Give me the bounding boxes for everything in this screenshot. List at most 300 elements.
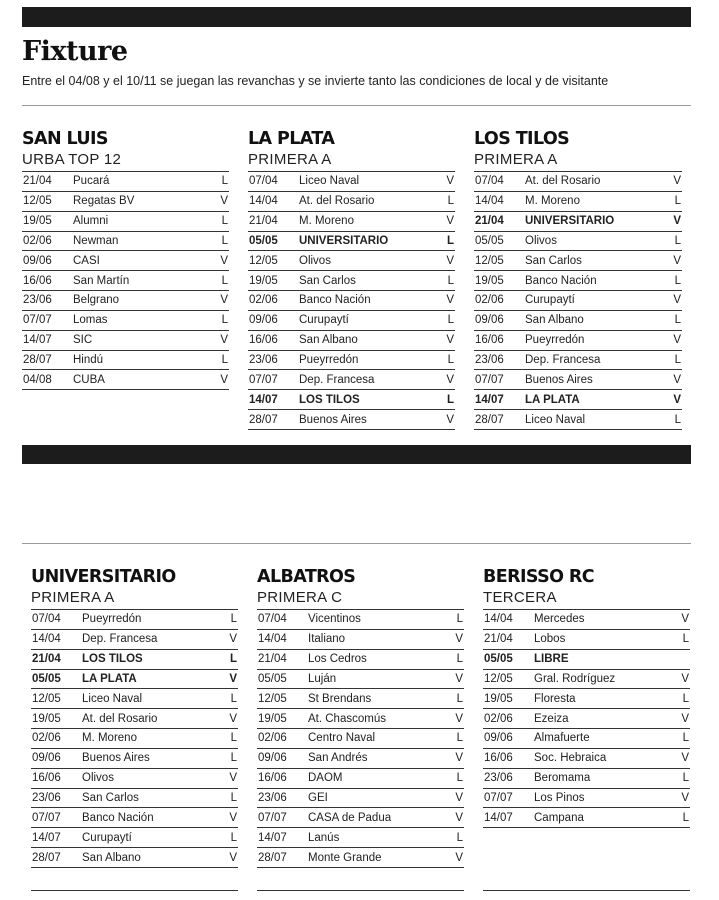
- match-opponent: Alumni: [73, 215, 109, 228]
- match-opponent: Italiano: [308, 633, 346, 646]
- match-condition: V: [446, 294, 454, 307]
- match-date: 02/06: [23, 234, 52, 247]
- match-date: 28/07: [475, 413, 504, 426]
- match-opponent: San Albano: [82, 851, 141, 864]
- match-date: 09/06: [258, 752, 287, 765]
- team-name: SAN LUIS: [22, 129, 108, 149]
- match-row: [257, 729, 464, 749]
- match-date: 23/06: [258, 792, 287, 805]
- match-condition: V: [681, 672, 689, 685]
- league-name: TERCERA: [483, 589, 557, 606]
- match-date: 21/04: [249, 215, 278, 228]
- match-condition: V: [681, 752, 689, 765]
- match-row: [22, 291, 229, 311]
- match-row: [22, 251, 229, 271]
- match-opponent: San Carlos: [525, 254, 582, 267]
- match-date: 12/05: [23, 195, 52, 208]
- column-end-rule: [483, 890, 690, 891]
- team-name: ALBATROS: [257, 567, 356, 587]
- match-opponent: Lanús: [308, 831, 340, 844]
- match-condition: L: [682, 732, 689, 745]
- match-condition: L: [221, 274, 228, 287]
- match-row: [248, 271, 455, 291]
- match-row: [31, 689, 238, 709]
- match-row: [31, 848, 238, 868]
- match-date: 23/06: [484, 772, 513, 785]
- match-date: 14/07: [32, 831, 61, 844]
- match-row: [22, 351, 229, 371]
- match-date: 14/07: [484, 811, 513, 824]
- match-condition: V: [446, 373, 454, 386]
- match-row: [22, 311, 229, 331]
- match-date: 23/06: [32, 792, 61, 805]
- match-condition: V: [673, 373, 681, 386]
- team-name: UNIVERSITARIO: [31, 567, 176, 587]
- match-row: [474, 192, 682, 212]
- match-row: [248, 192, 455, 212]
- match-opponent: Dep. Francesa: [525, 354, 601, 367]
- match-row: [22, 172, 229, 192]
- match-date: 05/05: [475, 234, 504, 247]
- match-row: [257, 689, 464, 709]
- match-condition: L: [447, 274, 454, 287]
- match-condition: V: [229, 672, 237, 685]
- match-list: [22, 171, 229, 390]
- match-opponent: LA PLATA: [82, 672, 137, 685]
- section-divider: [22, 543, 691, 544]
- match-condition: V: [220, 195, 228, 208]
- match-date: 12/05: [32, 692, 61, 705]
- match-date: 14/04: [249, 195, 278, 208]
- match-row: [31, 630, 238, 650]
- match-condition: V: [229, 633, 237, 646]
- match-condition: V: [220, 294, 228, 307]
- match-opponent: Almafuerte: [534, 732, 590, 745]
- match-condition: V: [446, 215, 454, 228]
- match-opponent: Curupaytí: [525, 294, 575, 307]
- match-condition: L: [456, 772, 463, 785]
- match-condition: V: [673, 175, 681, 188]
- match-opponent: Pucará: [73, 175, 110, 188]
- match-row: [248, 212, 455, 232]
- match-date: 19/05: [484, 692, 513, 705]
- match-condition: L: [447, 354, 454, 367]
- match-condition: L: [456, 653, 463, 666]
- match-opponent: San Carlos: [299, 274, 356, 287]
- match-date: 02/06: [32, 732, 61, 745]
- match-row: [22, 192, 229, 212]
- match-opponent: Los Pinos: [534, 792, 585, 805]
- match-row: [483, 650, 690, 670]
- match-date: 16/06: [258, 772, 287, 785]
- fixture-column-san-luis: [22, 128, 229, 390]
- match-row: [257, 610, 464, 630]
- match-condition: L: [221, 215, 228, 228]
- match-opponent: At. del Rosario: [82, 712, 158, 725]
- match-condition: V: [446, 413, 454, 426]
- match-opponent: LOS TILOS: [82, 653, 143, 666]
- match-opponent: Soc. Hebraica: [534, 752, 607, 765]
- match-date: 07/07: [249, 373, 278, 386]
- match-opponent: Olivos: [525, 234, 557, 247]
- match-date: 04/08: [23, 373, 52, 386]
- match-condition: V: [673, 215, 681, 228]
- match-row: [474, 351, 682, 371]
- match-date: 05/05: [258, 672, 287, 685]
- match-condition: V: [455, 811, 463, 824]
- match-date: 21/04: [475, 215, 504, 228]
- match-condition: L: [674, 274, 681, 287]
- match-opponent: Dep. Francesa: [299, 373, 375, 386]
- match-row: [257, 650, 464, 670]
- match-opponent: Banco Nación: [525, 274, 597, 287]
- match-opponent: Buenos Aires: [525, 373, 593, 386]
- match-opponent: Lomas: [73, 314, 108, 327]
- match-condition: L: [447, 314, 454, 327]
- match-date: 09/06: [249, 314, 278, 327]
- match-opponent: CASI: [73, 254, 100, 267]
- match-opponent: San Martín: [73, 274, 130, 287]
- match-date: 21/04: [23, 175, 52, 188]
- match-row: [483, 610, 690, 630]
- match-row: [474, 251, 682, 271]
- match-date: 07/04: [258, 613, 287, 626]
- match-opponent: Dep. Francesa: [82, 633, 158, 646]
- match-date: 28/07: [258, 851, 287, 864]
- match-row: [474, 232, 682, 252]
- fixture-column-los-tilos: [474, 128, 682, 430]
- match-condition: L: [674, 354, 681, 367]
- match-date: 14/04: [475, 195, 504, 208]
- match-row: [474, 410, 682, 430]
- match-opponent: Campana: [534, 811, 584, 824]
- match-opponent: Beromama: [534, 772, 591, 785]
- match-row: [248, 311, 455, 331]
- match-date: 23/06: [475, 354, 504, 367]
- match-date: 07/07: [484, 792, 513, 805]
- page-subtitle: Entre el 04/08 y el 10/11 se juegan las revanchas y se invierte tanto las condiciones de local y de visitante: [22, 74, 609, 88]
- match-row: [31, 610, 238, 630]
- match-date: 14/04: [484, 613, 513, 626]
- match-condition: V: [455, 712, 463, 725]
- match-date: 28/07: [23, 354, 52, 367]
- team-name: BERISSO RC: [483, 567, 594, 587]
- match-opponent: San Albano: [299, 334, 358, 347]
- match-row: [483, 670, 690, 690]
- match-condition: V: [455, 752, 463, 765]
- top-banner-bar: [22, 7, 691, 27]
- match-row: [22, 271, 229, 291]
- match-row: [248, 351, 455, 371]
- match-opponent: GEI: [308, 792, 328, 805]
- match-row: [483, 789, 690, 809]
- match-opponent: Luján: [308, 672, 337, 685]
- match-opponent: Pueyrredón: [82, 613, 142, 626]
- match-date: 28/07: [32, 851, 61, 864]
- match-row: [22, 212, 229, 232]
- match-opponent: Liceo Naval: [299, 175, 360, 188]
- match-date: 09/06: [484, 732, 513, 745]
- match-opponent: UNIVERSITARIO: [299, 234, 389, 247]
- match-condition: L: [456, 831, 463, 844]
- match-date: 02/06: [475, 294, 504, 307]
- match-condition: L: [682, 811, 689, 824]
- match-row: [31, 828, 238, 848]
- team-name: LA PLATA: [248, 129, 335, 149]
- match-opponent: Curupaytí: [82, 831, 132, 844]
- match-date: 16/06: [475, 334, 504, 347]
- match-row: [31, 650, 238, 670]
- match-condition: V: [229, 811, 237, 824]
- match-date: 19/05: [475, 274, 504, 287]
- match-date: 19/05: [23, 215, 52, 228]
- match-opponent: M. Moreno: [525, 195, 580, 208]
- match-row: [257, 709, 464, 729]
- match-opponent: Mercedes: [534, 613, 585, 626]
- match-row: [248, 390, 455, 410]
- match-row: [31, 670, 238, 690]
- match-opponent: San Carlos: [82, 792, 139, 805]
- match-opponent: San Andrés: [308, 752, 368, 765]
- match-row: [257, 670, 464, 690]
- match-condition: L: [221, 175, 228, 188]
- league-name: PRIMERA A: [31, 589, 115, 606]
- match-opponent: Regatas BV: [73, 195, 135, 208]
- match-date: 16/06: [249, 334, 278, 347]
- match-row: [31, 808, 238, 828]
- fixture-column-berisso-rc: [483, 566, 690, 891]
- match-condition: L: [230, 613, 237, 626]
- match-opponent: St Brendans: [308, 692, 372, 705]
- match-date: 14/07: [249, 393, 278, 406]
- match-condition: L: [674, 234, 681, 247]
- match-condition: V: [455, 633, 463, 646]
- match-condition: V: [455, 851, 463, 864]
- match-row: [257, 828, 464, 848]
- match-row: [483, 808, 690, 828]
- match-opponent: DAOM: [308, 772, 343, 785]
- match-condition: L: [221, 314, 228, 327]
- match-row: [474, 271, 682, 291]
- match-condition: L: [221, 354, 228, 367]
- match-date: 09/06: [475, 314, 504, 327]
- match-date: 19/05: [249, 274, 278, 287]
- match-row: [31, 709, 238, 729]
- match-condition: V: [673, 334, 681, 347]
- match-opponent: CASA de Padua: [308, 811, 392, 824]
- match-row: [257, 848, 464, 868]
- match-date: 12/05: [484, 672, 513, 685]
- match-date: 07/04: [249, 175, 278, 188]
- match-condition: V: [220, 334, 228, 347]
- match-condition: V: [673, 254, 681, 267]
- match-row: [474, 331, 682, 351]
- match-condition: L: [674, 195, 681, 208]
- match-condition: V: [455, 792, 463, 805]
- match-date: 21/04: [484, 633, 513, 646]
- match-date: 12/05: [258, 692, 287, 705]
- match-row: [257, 630, 464, 650]
- match-condition: L: [230, 831, 237, 844]
- match-opponent: Floresta: [534, 692, 576, 705]
- match-date: 16/06: [484, 752, 513, 765]
- match-row: [257, 789, 464, 809]
- page-title: Fixture: [22, 36, 128, 67]
- match-date: 07/07: [32, 811, 61, 824]
- match-row: [31, 729, 238, 749]
- match-list: [474, 171, 682, 430]
- match-opponent: Newman: [73, 234, 119, 247]
- match-row: [257, 769, 464, 789]
- match-opponent: Pueyrredón: [525, 334, 585, 347]
- match-date: 21/04: [258, 653, 287, 666]
- fixture-column-albatros: [257, 566, 464, 891]
- match-opponent: Belgrano: [73, 294, 120, 307]
- match-row: [22, 232, 229, 252]
- match-opponent: Banco Nación: [82, 811, 154, 824]
- match-row: [474, 212, 682, 232]
- match-condition: L: [221, 234, 228, 247]
- match-row: [474, 311, 682, 331]
- match-condition: V: [455, 672, 463, 685]
- match-row: [483, 749, 690, 769]
- match-opponent: LOS TILOS: [299, 393, 360, 406]
- match-row: [22, 370, 229, 390]
- match-date: 02/06: [258, 732, 287, 745]
- match-date: 07/07: [475, 373, 504, 386]
- match-date: 07/07: [23, 314, 52, 327]
- match-date: 05/05: [484, 653, 513, 666]
- match-opponent: M. Moreno: [299, 215, 354, 228]
- match-opponent: Liceo Naval: [525, 413, 586, 426]
- match-condition: L: [674, 314, 681, 327]
- match-row: [248, 232, 455, 252]
- match-opponent: Pueyrredón: [299, 354, 359, 367]
- match-row: [474, 291, 682, 311]
- match-condition: V: [446, 175, 454, 188]
- match-row: [248, 370, 455, 390]
- match-condition: V: [673, 294, 681, 307]
- match-date: 23/06: [249, 354, 278, 367]
- match-date: 28/07: [249, 413, 278, 426]
- match-date: 07/04: [475, 175, 504, 188]
- match-condition: V: [681, 613, 689, 626]
- match-row: [257, 808, 464, 828]
- match-row: [31, 789, 238, 809]
- match-condition: L: [446, 234, 454, 247]
- match-condition: V: [220, 254, 228, 267]
- match-opponent: LA PLATA: [525, 393, 580, 406]
- match-row: [248, 291, 455, 311]
- match-date: 05/05: [32, 672, 61, 685]
- team-name: LOS TILOS: [474, 129, 570, 149]
- match-row: [248, 410, 455, 430]
- match-date: 14/07: [475, 393, 504, 406]
- match-date: 16/06: [23, 274, 52, 287]
- match-opponent: At. del Rosario: [525, 175, 601, 188]
- match-opponent: SIC: [73, 334, 93, 347]
- match-date: 19/05: [32, 712, 61, 725]
- match-row: [248, 172, 455, 192]
- match-date: 02/06: [484, 712, 513, 725]
- match-opponent: UNIVERSITARIO: [525, 215, 615, 228]
- match-date: 07/04: [32, 613, 61, 626]
- match-opponent: M. Moreno: [82, 732, 137, 745]
- match-opponent: Los Cedros: [308, 653, 367, 666]
- match-opponent: San Albano: [525, 314, 584, 327]
- match-opponent: Liceo Naval: [82, 692, 143, 705]
- league-name: URBA TOP 12: [22, 151, 122, 168]
- match-condition: L: [230, 692, 237, 705]
- match-condition: V: [229, 712, 237, 725]
- match-condition: V: [220, 373, 228, 386]
- match-list: [31, 609, 238, 868]
- match-opponent: Buenos Aires: [299, 413, 367, 426]
- match-row: [483, 769, 690, 789]
- match-opponent: Ezeiza: [534, 712, 569, 725]
- match-condition: V: [446, 254, 454, 267]
- match-date: 02/06: [249, 294, 278, 307]
- match-condition: L: [456, 613, 463, 626]
- match-opponent: Curupaytí: [299, 314, 349, 327]
- match-condition: L: [446, 393, 454, 406]
- match-opponent: Olivos: [82, 772, 114, 785]
- match-date: 09/06: [23, 254, 52, 267]
- match-date: 16/06: [32, 772, 61, 785]
- fixture-column-la-plata: [248, 128, 455, 430]
- match-opponent: At. del Rosario: [299, 195, 375, 208]
- league-name: PRIMERA A: [474, 151, 558, 168]
- match-date: 07/07: [258, 811, 287, 824]
- match-condition: L: [682, 772, 689, 785]
- match-row: [474, 390, 682, 410]
- match-condition: V: [681, 712, 689, 725]
- match-opponent: Gral. Rodríguez: [534, 672, 616, 685]
- match-opponent: Monte Grande: [308, 851, 382, 864]
- match-date: 19/05: [258, 712, 287, 725]
- header-divider: [22, 105, 691, 106]
- match-row: [474, 172, 682, 192]
- match-condition: L: [230, 732, 237, 745]
- fixture-column-universitario: [31, 566, 238, 891]
- match-opponent: CUBA: [73, 373, 105, 386]
- match-row: [483, 630, 690, 650]
- match-row: [474, 370, 682, 390]
- match-list: [248, 171, 455, 430]
- match-opponent: Hindú: [73, 354, 104, 367]
- match-condition: L: [230, 752, 237, 765]
- match-row: [31, 749, 238, 769]
- match-row: [31, 769, 238, 789]
- match-condition: V: [446, 334, 454, 347]
- match-date: 09/06: [32, 752, 61, 765]
- match-date: 05/05: [249, 234, 278, 247]
- column-end-rule: [31, 890, 238, 891]
- match-condition: L: [230, 792, 237, 805]
- match-condition: L: [682, 692, 689, 705]
- match-condition: L: [456, 732, 463, 745]
- match-row: [22, 331, 229, 351]
- match-date: 23/06: [23, 294, 52, 307]
- match-condition: V: [229, 851, 237, 864]
- match-condition: V: [681, 792, 689, 805]
- match-date: 14/07: [258, 831, 287, 844]
- column-end-rule: [257, 890, 464, 891]
- match-row: [248, 331, 455, 351]
- match-opponent: Olivos: [299, 254, 331, 267]
- match-date: 14/04: [32, 633, 61, 646]
- match-opponent: Buenos Aires: [82, 752, 150, 765]
